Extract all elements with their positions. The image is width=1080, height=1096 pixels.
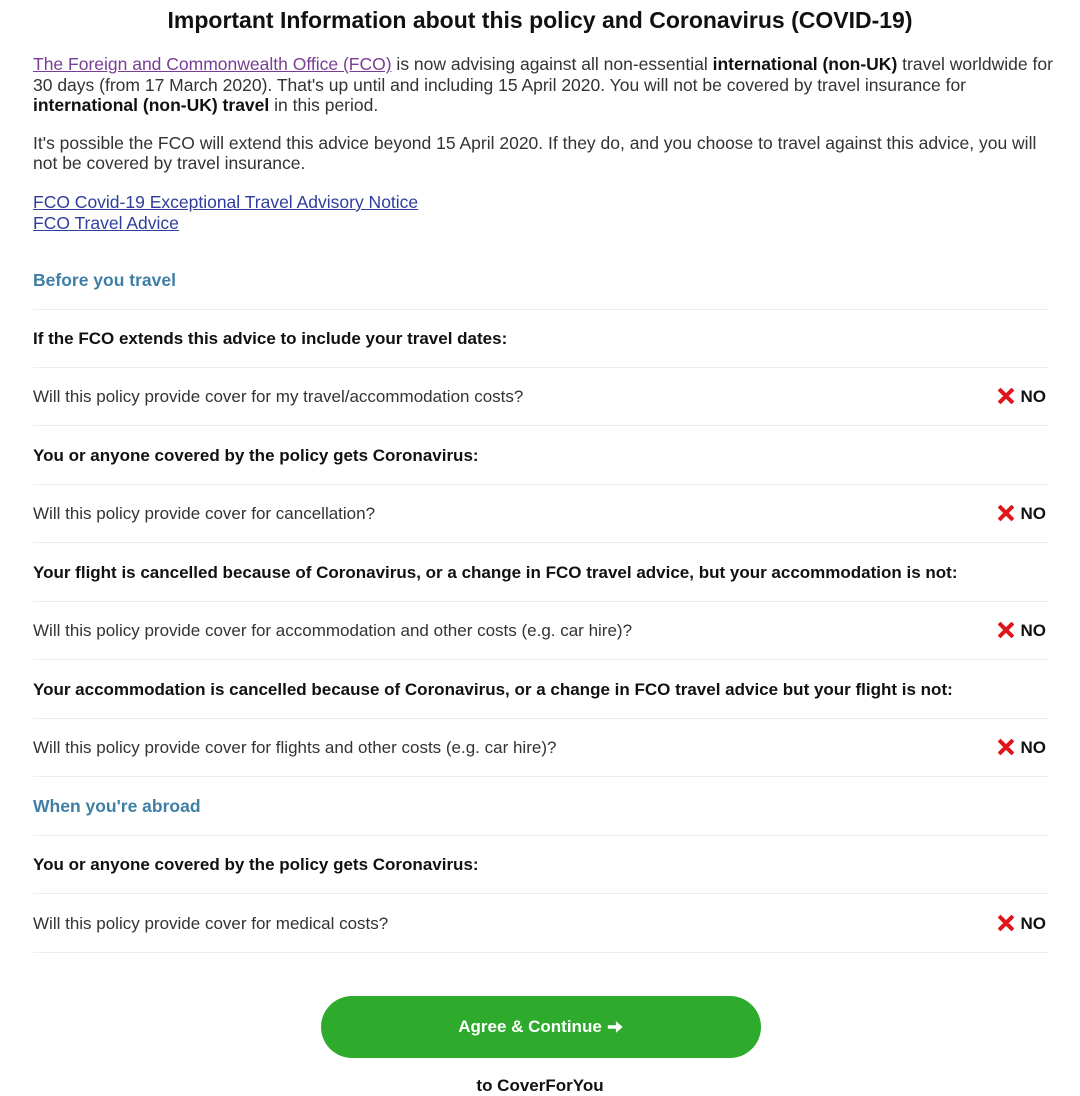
question-flight-costs: [33, 719, 1048, 777]
fco-travel-advice-link[interactable]: FCO Travel Advice: [33, 213, 179, 233]
fco-advisory-notice-link[interactable]: FCO Covid-19 Exceptional Travel Advisory Notice: [33, 192, 419, 212]
cross-icon: [995, 736, 1017, 758]
question-accommodation-costs: [33, 602, 1048, 660]
question-label: Will this policy provide cover for medical costs?: [33, 913, 389, 933]
heading-accommodation-cancelled: Your accommodation is cancelled because of Coronavirus, or a change in FCO travel advice but your flight is not:: [33, 661, 1048, 719]
intro-bold-a: international (non-UK): [712, 54, 898, 74]
intro-text: [33, 54, 1058, 191]
section-before-you-travel: Before you travel: [33, 252, 1048, 310]
answer-label: NO: [1020, 913, 1046, 933]
heading-flight-cancelled: Your flight is cancelled because of Coronavirus, or a change in FCO travel advice, but your accommodation is not:: [33, 544, 1048, 602]
answer-no: [995, 738, 1047, 758]
answer-no: [995, 504, 1047, 524]
question-label: Will this policy provide cover for accommodation and other costs (e.g. car hire)?: [33, 620, 633, 640]
cross-icon: [995, 912, 1017, 934]
cross-icon: [995, 385, 1017, 407]
answer-label: NO: [1020, 620, 1046, 640]
intro-text-a: is now advising against all non-essential: [391, 54, 713, 74]
heading-gets-coronavirus: You or anyone covered by the policy gets Coronavirus:: [33, 427, 1048, 485]
answer-label: NO: [1020, 503, 1046, 523]
arrow-right-icon: [606, 1018, 624, 1036]
page-title: Important Information about this policy and Coronavirus (COVID-19): [167, 7, 913, 33]
intro-paragraph-1: [33, 54, 1058, 116]
fco-link[interactable]: The Foreign and Commonwealth Office (FCO): [33, 54, 392, 74]
intro-text-c: in this period.: [269, 95, 379, 115]
agree-continue-label: Agree & Continue: [458, 1017, 602, 1036]
question-label: Will this policy provide cover for flights and other costs (e.g. car hire)?: [33, 737, 557, 757]
fco-links: [33, 192, 418, 234]
cross-icon: [995, 619, 1017, 641]
question-label: Will this policy provide cover for my travel/accommodation costs?: [33, 386, 524, 406]
question-medical-costs: [33, 895, 1048, 953]
footer-text: to CoverForYou: [476, 1076, 604, 1095]
question-travel-accommodation: [33, 368, 1048, 426]
heading-fco-extends: If the FCO extends this advice to include your travel dates:: [33, 310, 1048, 368]
intro-text-b: travel worldwide for 30 days (from 17 March 2020). That's up until and including 15 April 2020. You will not be covered by travel insurance for: [33, 54, 1053, 95]
answer-label: NO: [1020, 386, 1046, 406]
answer-no: [995, 621, 1047, 641]
answer-no: [995, 914, 1047, 934]
question-cancellation: [33, 485, 1048, 543]
intro-paragraph-2: It's possible the FCO will extend this advice beyond 15 April 2020. If they do, and you choose to travel against this advice, you will not be covered by travel insurance.: [33, 132, 1037, 173]
cross-icon: [995, 502, 1017, 524]
answer-no: [995, 387, 1047, 407]
section-when-abroad: When you're abroad: [33, 778, 1048, 836]
intro-bold-b: international (non-UK) travel: [33, 95, 270, 115]
answer-label: NO: [1020, 737, 1046, 757]
heading-abroad-gets-coronavirus: You or anyone covered by the policy gets Coronavirus:: [33, 836, 1048, 894]
agree-continue-button[interactable]: [321, 996, 761, 1058]
question-label: Will this policy provide cover for cancellation?: [33, 503, 376, 523]
